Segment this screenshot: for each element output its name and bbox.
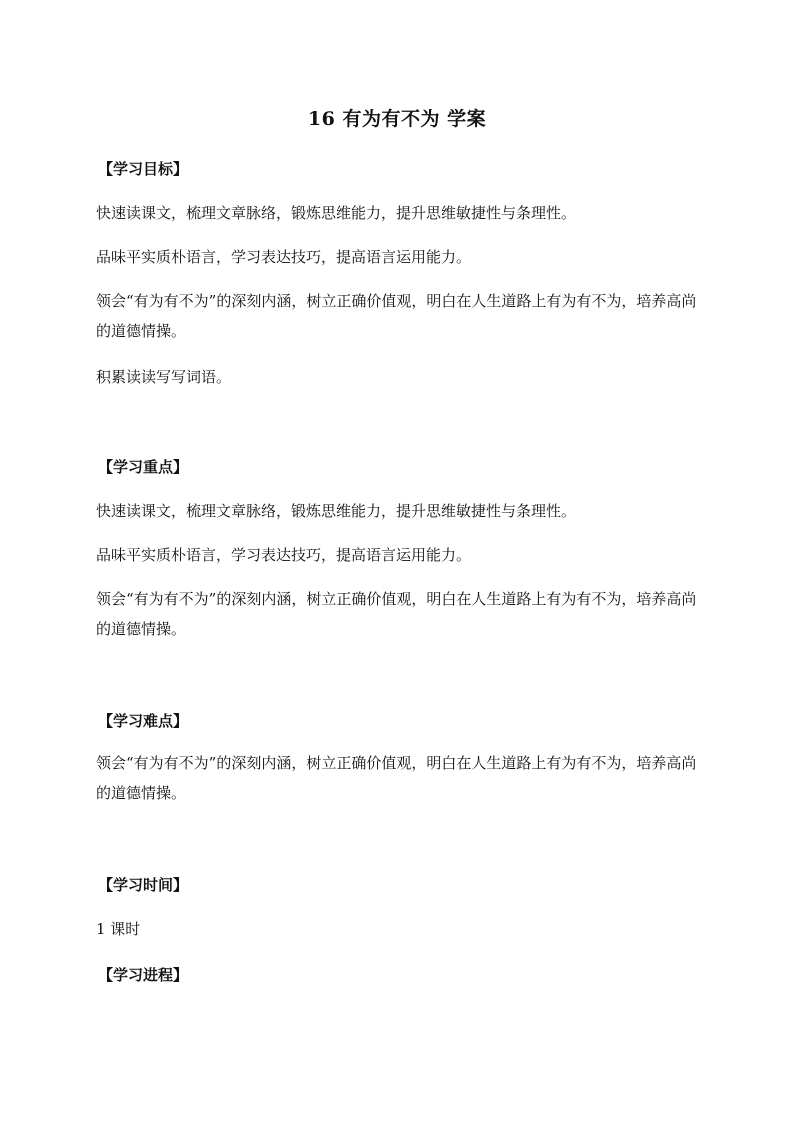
- key-point-item: 品味平实质朴语言，学习表达技巧，提高语言运用能力。: [96, 546, 472, 564]
- objective-item: 品味平实质朴语言，学习表达技巧，提高语言运用能力。: [96, 248, 472, 266]
- key-point-item: 快速读课文，梳理文章脉络，锻炼思维能力，提升思维敏捷性与条理性。: [96, 502, 577, 520]
- difficulties-heading: 【学习难点】: [98, 712, 189, 730]
- process-heading: 【学习进程】: [98, 966, 189, 984]
- objective-item: 领会“有为有不为”的深刻内涵，树立正确价值观，明白在人生道路上有为有不为，培养高尚的道德情操。: [96, 292, 697, 340]
- key-point-item: 领会“有为有不为”的深刻内涵，树立正确价值观，明白在人生道路上有为有不为，培养高尚的道德情操。: [96, 590, 697, 638]
- document-title: 16 有为有不为 学案: [307, 108, 487, 130]
- difficulty-item: 领会“有为有不为”的深刻内涵，树立正确价值观，明白在人生道路上有为有不为，培养高尚的道德情操。: [96, 754, 697, 802]
- key-points-heading: 【学习重点】: [98, 458, 189, 476]
- time-heading: 【学习时间】: [98, 876, 189, 894]
- time-value: 1 课时: [96, 920, 141, 938]
- objective-item: 积累读读写写词语。: [96, 368, 232, 386]
- objective-item: 快速读课文，梳理文章脉络，锻炼思维能力，提升思维敏捷性与条理性。: [96, 204, 577, 222]
- objectives-heading: 【学习目标】: [98, 160, 189, 178]
